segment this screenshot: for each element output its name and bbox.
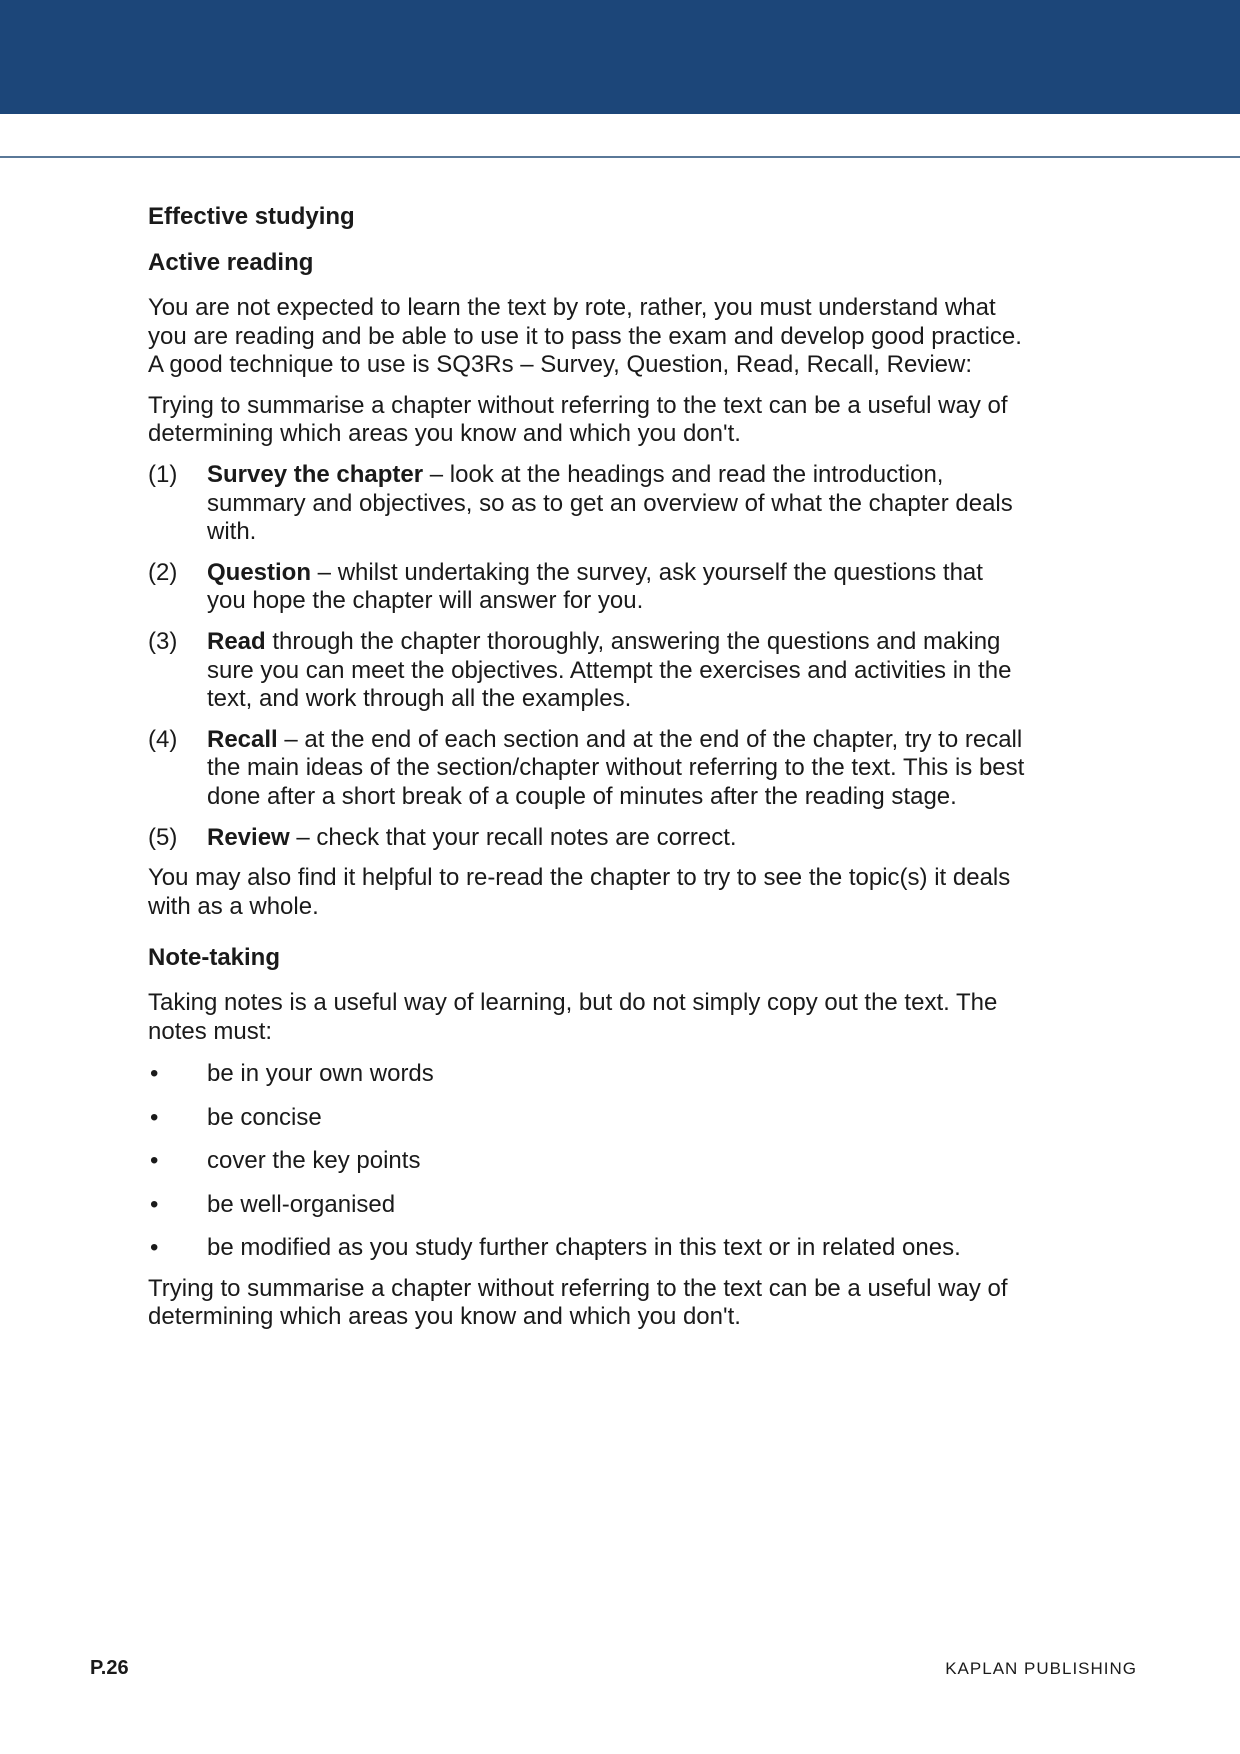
page-number: P.26 bbox=[90, 1657, 129, 1679]
active-reading-summary: Trying to summarise a chapter without referring to the text can be a useful way of determining which areas you know and which you don't. bbox=[148, 391, 1008, 448]
list-item-text: cover the key points bbox=[207, 1147, 421, 1175]
list-item-text: – check that your recall notes are correct. bbox=[289, 823, 737, 851]
sq3rs-list bbox=[148, 461, 1028, 852]
list-item-number: (5) bbox=[148, 823, 178, 851]
header-rule bbox=[0, 156, 1240, 158]
list-item bbox=[148, 1104, 1028, 1133]
list-item bbox=[148, 824, 1028, 853]
note-taking-intro: Taking notes is a useful way of learning, but do not simply copy out the text. The notes must: bbox=[148, 989, 998, 1045]
list-item-text: be concise bbox=[207, 1103, 322, 1131]
header-band bbox=[0, 0, 1240, 114]
active-reading-heading: Active reading bbox=[148, 249, 314, 276]
list-item-number: (4) bbox=[148, 725, 178, 753]
list-item bbox=[148, 1234, 1028, 1263]
list-item-number: (1) bbox=[148, 460, 178, 488]
section-title: Effective studying bbox=[148, 203, 355, 230]
list-item-text: be in your own words bbox=[207, 1060, 434, 1088]
bullet-icon: • bbox=[150, 1147, 159, 1175]
list-item bbox=[148, 1147, 1028, 1176]
list-item-term: Recall bbox=[207, 725, 278, 753]
list-item bbox=[148, 1060, 1028, 1089]
active-reading-closing: You may also find it helpful to re-read the chapter to try to see the topic(s) it deals with as a whole. bbox=[148, 864, 1011, 920]
list-item-text: – at the end of each section and at the end of the chapter, try to recall the main ideas of the section/chapter without referring to the text. This is best done after a short break of a couple of minutes after the reading stage. bbox=[207, 725, 1025, 810]
list-item-text: – look at the headings and read the introduction, summary and objectives, so as to get an overview of what the chapter deals with. bbox=[207, 460, 1013, 546]
list-item-term: Review bbox=[207, 823, 290, 851]
list-item bbox=[148, 628, 1028, 714]
list-item bbox=[148, 726, 1028, 812]
bullet-icon: • bbox=[150, 1103, 159, 1131]
list-item bbox=[148, 559, 1028, 616]
list-item-text: be well-organised bbox=[207, 1190, 396, 1218]
list-item-term: Read bbox=[207, 627, 266, 655]
publisher-name: KAPLAN PUBLISHING bbox=[945, 1659, 1137, 1678]
list-item-text: through the chapter thoroughly, answering the questions and making sure you can meet the objectives. Attempt the exercises and activities in the text, and work through all the examples. bbox=[207, 627, 1012, 713]
bullet-icon: • bbox=[150, 1234, 159, 1262]
list-item bbox=[148, 461, 1028, 547]
page-content bbox=[148, 202, 1028, 1344]
active-reading-intro: You are not expected to learn the text by rote, rather, you must understand what you are reading and be able to use it to pass the exam and develop good practice. A good technique to use is SQ3Rs – Survey, Question, Read, Recall, Review: bbox=[148, 294, 1022, 379]
list-item-term: Survey the chapter bbox=[207, 460, 424, 488]
list-item-number: (2) bbox=[148, 558, 178, 586]
list-item-text: be modified as you study further chapters in this text or in related ones. bbox=[207, 1234, 961, 1262]
list-item bbox=[148, 1191, 1028, 1220]
note-taking-heading: Note-taking bbox=[148, 944, 280, 972]
note-taking-closing: Trying to summarise a chapter without referring to the text can be a useful way of determining which areas you know and which you don't. bbox=[148, 1274, 1008, 1331]
list-item-term: Question bbox=[207, 558, 312, 586]
list-item-text: – whilst undertaking the survey, ask yourself the questions that you hope the chapter will answer for you. bbox=[207, 558, 983, 615]
list-item-number: (3) bbox=[148, 627, 178, 655]
bullet-icon: • bbox=[150, 1060, 159, 1088]
notes-bullet-list bbox=[148, 1060, 1028, 1262]
bullet-icon: • bbox=[150, 1190, 159, 1218]
